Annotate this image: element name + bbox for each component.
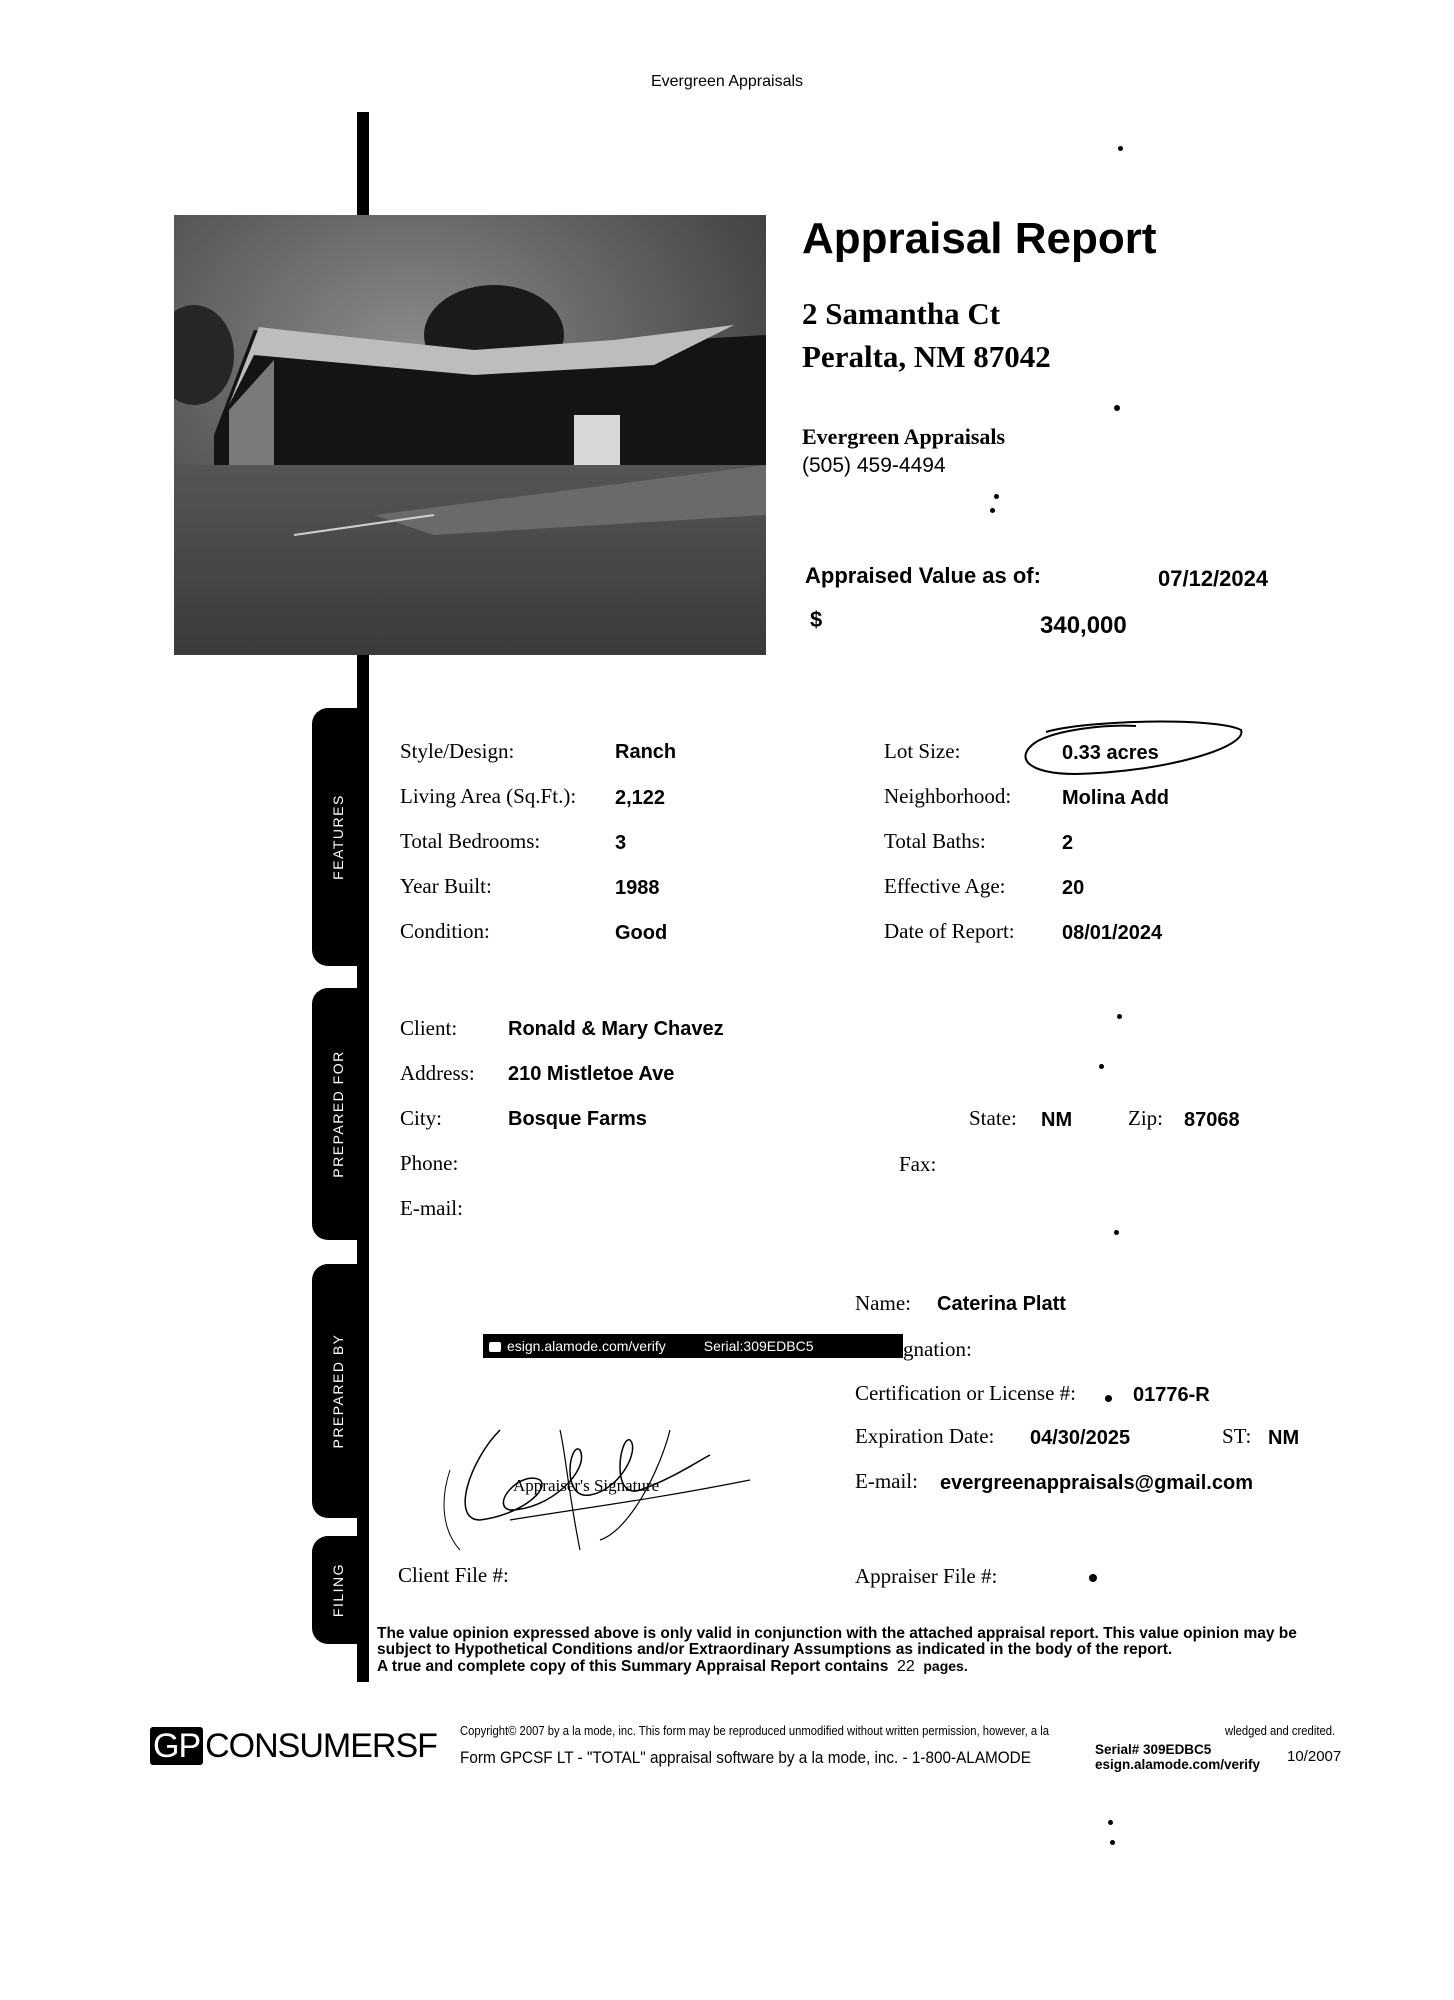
scan-speck [1117, 1014, 1122, 1019]
appraiser-name-label: Name: [855, 1291, 911, 1315]
property-address-line2: Peralta, NM 87042 [802, 339, 1051, 374]
client-state-label: State: [969, 1106, 1017, 1130]
scan-speck [1099, 1064, 1104, 1069]
serial-number: Serial# 309EDBC5 [1095, 1742, 1212, 1757]
tab-features-label: FEATURES [330, 794, 346, 880]
lot-size-circle-mark [1016, 712, 1246, 782]
style-value: Ranch [615, 741, 677, 763]
copyright-notice: Copyright© 2007 by a la mode, inc. This form may be reproduced unmodified without written permission, however, a la [460, 1724, 1050, 1738]
designation-label: gnation: [903, 1337, 972, 1361]
tab-prepared-for-label: PREPARED FOR [330, 1050, 346, 1178]
client-label: Client: [400, 1016, 458, 1040]
header-company-name: Evergreen Appraisals [650, 73, 804, 90]
condition-value: Good [615, 922, 668, 944]
neighborhood-label: Neighborhood: [884, 784, 1012, 808]
copyright-acknowledgement: wledged and credited. [1225, 1724, 1336, 1738]
tab-filing [312, 1536, 364, 1644]
license-value: 01776-R [1133, 1384, 1210, 1406]
tab-prepared-by-label: PREPARED BY [330, 1333, 346, 1449]
license-label: Certification or License #: [855, 1381, 1077, 1405]
disclaimer [377, 1626, 1345, 1675]
scan-speck [1114, 405, 1120, 411]
scan-speck [994, 494, 999, 499]
scan-speck [1114, 1230, 1119, 1235]
disclaimer-text: The value opinion expressed above is only valid in conjunction with the attached appraisal report. This value opinion may be subject to Hypothetical Conditions and/or Extraordinary Assumptions as indicated in the body of the report. [377, 1625, 1297, 1658]
company-phone: (505) 459-4494 [802, 454, 946, 477]
appraiser-file-label: Appraiser File #: [855, 1564, 998, 1588]
bedrooms-value: 3 [615, 832, 627, 854]
living-area-value: 2,122 [615, 787, 666, 809]
company-name: Evergreen Appraisals [802, 424, 1006, 449]
client-state-value: NM [1041, 1109, 1073, 1131]
style-label: Style/Design: [400, 739, 515, 763]
gp-logo-box: GP [150, 1727, 203, 1765]
st-label: ST: [1222, 1424, 1252, 1448]
condition-label: Condition: [400, 919, 490, 943]
serial-block [1095, 1742, 1260, 1772]
appraiser-name-value: Caterina Platt [937, 1293, 1066, 1315]
lock-icon [489, 1342, 501, 1352]
st-value: NM [1268, 1427, 1300, 1449]
client-city-label: City: [400, 1106, 443, 1130]
disclaimer-pages-prefix: A true and complete copy of this Summary Appraisal Report contains [377, 1658, 889, 1675]
client-phone-label: Phone: [400, 1151, 459, 1175]
client-zip-label: Zip: [1128, 1106, 1163, 1130]
report-date-value: 08/01/2024 [1062, 922, 1163, 944]
currency-symbol: $ [810, 607, 823, 632]
effective-age-value: 20 [1062, 877, 1085, 899]
client-city-value: Bosque Farms [508, 1108, 647, 1130]
client-value: Ronald & Mary Chavez [508, 1018, 724, 1040]
appraised-value-label: Appraised Value as of: [805, 563, 1041, 588]
scan-speck [1108, 1820, 1113, 1825]
form-date: 10/2007 [1287, 1748, 1342, 1765]
appraised-value: 340,000 [1040, 612, 1127, 639]
signature-label: Appraiser's Signature [513, 1476, 660, 1495]
neighborhood-value: Molina Add [1062, 787, 1170, 809]
baths-label: Total Baths: [884, 829, 986, 853]
appraiser-email-label: E-mail: [855, 1469, 918, 1493]
expiration-value: 04/30/2025 [1030, 1427, 1131, 1449]
esign-verification-banner [483, 1334, 903, 1358]
client-email-label: E-mail: [400, 1196, 463, 1220]
scan-speck [1105, 1395, 1112, 1402]
gp-consumer-logo [150, 1727, 437, 1766]
gp-logo-text: CONSUMERSF [205, 1727, 437, 1765]
year-built-value: 1988 [615, 877, 660, 899]
client-zip-value: 87068 [1184, 1109, 1240, 1131]
tab-filing-label: FILING [330, 1562, 346, 1618]
scan-speck [1110, 1840, 1115, 1845]
bedrooms-label: Total Bedrooms: [400, 829, 541, 853]
disclaimer-pages-line [377, 1658, 1345, 1675]
effective-age-label: Effective Age: [884, 874, 1006, 898]
esign-banner-url: esign.alamode.com/verify [507, 1338, 666, 1354]
serial-verify-url: esign.alamode.com/verify [1095, 1757, 1261, 1772]
tab-prepared-by [312, 1264, 364, 1518]
client-file-label: Client File #: [398, 1563, 509, 1587]
property-address-line1: 2 Samantha Ct [802, 296, 1001, 331]
scan-speck [1089, 1574, 1097, 1582]
client-fax-label: Fax: [899, 1152, 937, 1176]
report-date-label: Date of Report: [884, 919, 1015, 943]
appraised-date: 07/12/2024 [1158, 566, 1269, 591]
disclaimer-pages-suffix: pages. [923, 1658, 968, 1674]
property-photo [174, 215, 766, 655]
tab-features [312, 708, 364, 966]
year-built-label: Year Built: [400, 874, 492, 898]
report-title: Appraisal Report [802, 214, 1157, 263]
lot-size-value: 0.33 acres [1062, 742, 1159, 764]
tab-prepared-for [312, 988, 364, 1240]
scan-speck [1118, 146, 1123, 151]
esign-banner-serial: Serial:309EDBC5 [703, 1338, 814, 1354]
page-count: 22 [896, 1658, 915, 1675]
living-area-label: Living Area (Sq.Ft.): [400, 784, 577, 808]
form-software-line: Form GPCSF LT - "TOTAL" appraisal software by a la mode, inc. - 1-800-ALAMODE [460, 1748, 1031, 1767]
scan-speck [990, 508, 995, 513]
client-address-value: 210 Mistletoe Ave [508, 1063, 675, 1085]
client-address-label: Address: [400, 1061, 475, 1085]
appraiser-email-value: evergreenappraisals@gmail.com [940, 1472, 1253, 1494]
baths-value: 2 [1062, 832, 1074, 854]
lot-size-label: Lot Size: [884, 739, 961, 763]
expiration-label: Expiration Date: [855, 1424, 995, 1448]
